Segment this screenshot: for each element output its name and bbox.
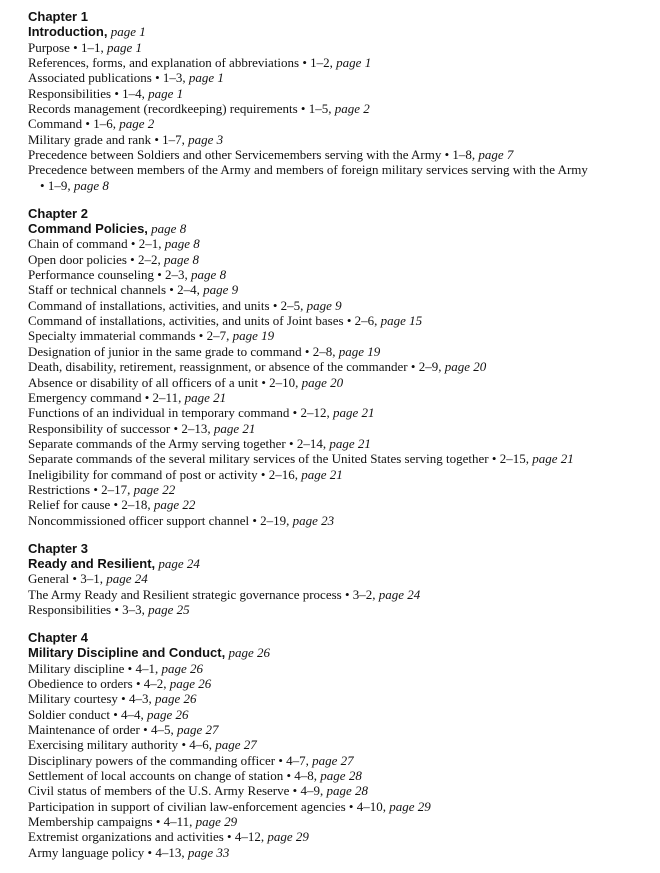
bullet-separator: • <box>348 798 354 814</box>
entry-page: page 29 <box>389 798 431 814</box>
toc-entry[interactable] <box>28 571 595 586</box>
chapter-section <box>28 630 595 860</box>
entry-section: 2–7, <box>206 328 230 344</box>
entry-section: 1–1, <box>80 39 104 55</box>
entry-title[interactable]: Functions of an individual in temporary command <box>28 405 290 421</box>
bullet-separator: • <box>181 737 186 753</box>
entry-title[interactable]: Staff or technical channels <box>28 282 167 298</box>
toc-entry[interactable] <box>28 101 595 116</box>
toc-entry[interactable] <box>28 661 595 676</box>
entry-page: page 8 <box>164 236 200 252</box>
chapter-number: Chapter 4 <box>28 629 88 645</box>
toc-entry[interactable] <box>28 375 595 390</box>
entry-page: page 21 <box>532 451 574 467</box>
entry-title[interactable]: Military courtesy <box>28 691 118 707</box>
bullet-separator: • <box>272 297 278 313</box>
entry-title[interactable]: Purpose <box>28 39 70 55</box>
entry-title[interactable]: Extremist organizations and activities <box>28 829 224 845</box>
bullet-separator: • <box>292 783 298 799</box>
entry-page: page 19 <box>232 328 275 344</box>
entry-section: 4–4, <box>121 706 144 722</box>
toc-entry[interactable] <box>28 482 595 497</box>
entry-title[interactable]: Command of installations, activities, and units of Joint bases <box>28 313 344 329</box>
entry-section: 2–15, <box>499 451 529 467</box>
bullet-separator: • <box>85 116 90 132</box>
toc-entry[interactable] <box>28 405 595 420</box>
entry-page: page 1 <box>148 85 184 101</box>
entry-title[interactable]: Membership campaigns <box>28 813 153 829</box>
entry-section: 1–3, <box>162 70 186 86</box>
toc-entry[interactable] <box>28 116 595 131</box>
toc-entry[interactable] <box>28 359 595 374</box>
entry-section: 4–12, <box>234 829 265 845</box>
entry-section: 2–14, <box>296 435 327 451</box>
entry-section: 2–8, <box>312 343 336 359</box>
chapter-page: page 8 <box>151 221 187 237</box>
entry-section: 4–6, <box>189 737 212 753</box>
toc-entry[interactable] <box>28 390 595 405</box>
entry-section: 4–5, <box>150 721 174 737</box>
entry-section: 4–2, <box>143 675 167 691</box>
bullet-separator: • <box>127 660 133 676</box>
entry-title[interactable]: Civil status of members of the U.S. Army Reserve <box>28 783 290 799</box>
chapter-page: page 24 <box>158 555 200 571</box>
bullet-separator: • <box>113 497 119 513</box>
toc-entry[interactable] <box>28 845 595 860</box>
entry-section: 2–13, <box>181 420 211 436</box>
entry-page: page 24 <box>106 571 148 587</box>
entry-title[interactable]: Disciplinary powers of the commanding officer <box>28 752 276 768</box>
entry-section: 2–12, <box>300 405 330 421</box>
bullet-separator: • <box>261 374 266 390</box>
toc-entry[interactable] <box>28 267 595 282</box>
entry-page: page 7 <box>478 147 514 163</box>
bullet-separator: • <box>155 813 161 829</box>
entry-section: 4–8, <box>294 767 318 783</box>
entry-title[interactable]: Responsibility of successor <box>28 420 171 436</box>
toc-entry[interactable] <box>28 587 595 602</box>
toc-entry[interactable] <box>28 436 595 451</box>
entry-section: 3–2, <box>352 586 376 602</box>
toc-entry[interactable] <box>28 783 595 798</box>
bullet-separator: • <box>157 267 162 283</box>
bullet-separator: • <box>410 359 416 375</box>
entry-page: page 21 <box>213 420 256 436</box>
chapter-number: Chapter 2 <box>28 205 88 221</box>
bullet-separator: • <box>344 586 350 602</box>
entry-title[interactable]: Precedence between Soldiers and other Servicemembers serving with the Army <box>28 147 442 163</box>
chapter-heading[interactable] <box>28 556 595 571</box>
entry-section: 2–10, <box>269 374 299 390</box>
toc-entry[interactable] <box>28 298 595 313</box>
entry-section: 2–1, <box>138 236 162 252</box>
entry-title[interactable]: Death, disability, retirement, reassignment, or absence of the commander <box>28 359 408 375</box>
entry-page: page 21 <box>332 405 375 421</box>
entry-page: page 24 <box>378 586 421 602</box>
entry-page: page 8 <box>163 251 200 267</box>
entry-title[interactable]: Command <box>28 116 83 132</box>
entry-section: 1–2, <box>310 55 333 71</box>
bullet-separator: • <box>154 131 159 147</box>
toc-entry[interactable] <box>28 55 595 70</box>
bullet-separator: • <box>227 829 232 845</box>
entry-title[interactable]: Maintenance of order <box>28 721 140 737</box>
toc-entry[interactable] <box>28 829 595 844</box>
entry-page: page 22 <box>133 481 176 497</box>
entry-title[interactable]: Specialty immaterial commands <box>28 328 196 344</box>
entry-page: page 9 <box>203 282 239 298</box>
entry-page: page 23 <box>292 512 335 528</box>
entry-title[interactable]: References, forms, and explanation of abbreviations <box>28 55 300 71</box>
entry-section: 3–3, <box>122 601 145 617</box>
entry-title[interactable]: Noncommissioned officer support channel <box>28 512 250 528</box>
entry-section: 2–16, <box>268 466 298 482</box>
toc-entry[interactable] <box>28 147 595 162</box>
entry-page: page 27 <box>176 721 219 737</box>
toc-entry[interactable] <box>28 814 595 829</box>
bullet-separator: • <box>444 147 450 163</box>
entry-page: page 26 <box>154 691 197 707</box>
entry-section: 2–6, <box>354 313 378 329</box>
entry-page: page 20 <box>444 359 487 375</box>
entry-section: 1–4, <box>122 85 145 101</box>
entry-section: 1–9, <box>47 177 71 193</box>
entry-title[interactable]: Absence or disability of all officers of a unit <box>28 374 259 390</box>
bullet-separator: • <box>135 675 141 691</box>
bullet-separator: • <box>73 39 78 55</box>
entry-title[interactable]: Records management (recordkeeping) requirements <box>28 101 298 117</box>
entry-title[interactable]: Restrictions <box>28 481 91 497</box>
entry-title[interactable]: Command of installations, activities, and units <box>28 297 270 313</box>
entry-page: page 28 <box>326 783 369 799</box>
entry-page: page 29 <box>267 829 309 845</box>
chapter-heading[interactable] <box>28 645 595 660</box>
entry-page: page 21 <box>329 435 371 451</box>
entry-title[interactable]: Chain of command <box>28 236 128 252</box>
bullet-separator: • <box>130 251 135 267</box>
chapter-title[interactable]: Military Discipline and Conduct, <box>28 645 226 661</box>
entry-page: page 19 <box>338 343 381 359</box>
entry-section: 2–17, <box>101 481 131 497</box>
table-of-contents <box>28 9 595 873</box>
bullet-separator: • <box>289 435 294 451</box>
bullet-separator: • <box>40 177 45 193</box>
bullet-separator: • <box>252 512 257 528</box>
toc-entry[interactable] <box>28 282 595 297</box>
entry-page: page 27 <box>312 752 354 768</box>
entry-page: page 1 <box>188 70 224 86</box>
toc-entry[interactable] <box>28 162 595 193</box>
entry-page: page 28 <box>320 767 362 783</box>
entry-title[interactable]: Responsibilities <box>28 85 112 101</box>
bullet-separator: • <box>169 282 174 298</box>
toc-entry[interactable] <box>28 344 595 359</box>
entry-title[interactable]: Participation in support of civilian law-enforcement agencies <box>28 798 346 814</box>
bullet-separator: • <box>155 70 160 86</box>
bullet-separator: • <box>346 313 352 329</box>
toc-entry[interactable] <box>28 737 595 752</box>
entry-page: page 1 <box>336 55 372 71</box>
entry-title[interactable]: Military discipline <box>28 660 125 676</box>
entry-title[interactable]: Exercising military authority <box>28 737 179 753</box>
entry-title[interactable]: The Army Ready and Resilient strategic governance process <box>28 586 342 602</box>
entry-title[interactable]: Open door policies <box>28 251 127 267</box>
bullet-separator: • <box>143 721 148 737</box>
toc-entry[interactable] <box>28 451 595 466</box>
toc-entry[interactable] <box>28 691 595 706</box>
entry-title[interactable]: Responsibilities <box>28 601 112 617</box>
chapter-section <box>28 206 595 528</box>
entry-section: 2–11, <box>152 389 182 405</box>
entry-section: 1–8, <box>452 147 476 163</box>
entry-page: page 3 <box>188 131 224 147</box>
entry-section: 3–1, <box>80 571 103 587</box>
entry-title[interactable]: Army language policy <box>28 844 145 860</box>
toc-entry[interactable] <box>28 467 595 482</box>
chapter-section <box>28 9 595 193</box>
chapter-heading[interactable] <box>28 24 595 39</box>
entry-title[interactable]: Separate commands of the Army serving together <box>28 435 286 451</box>
bullet-separator: • <box>121 691 126 707</box>
chapter-title[interactable]: Command Policies, <box>28 221 148 237</box>
toc-entry[interactable] <box>28 707 595 722</box>
bullet-separator: • <box>304 343 310 359</box>
bullet-separator: • <box>198 328 204 344</box>
chapter-title[interactable]: Introduction, <box>28 24 108 40</box>
toc-entry[interactable] <box>28 70 595 85</box>
bullet-separator: • <box>491 451 497 467</box>
entry-section: 2–9, <box>418 359 442 375</box>
toc-entry[interactable] <box>28 513 595 528</box>
entry-title[interactable]: Associated publications <box>28 70 152 86</box>
entry-page: page 26 <box>161 660 203 676</box>
bullet-separator: • <box>302 55 307 71</box>
entry-section: 4–13, <box>155 844 185 860</box>
entry-page: page 27 <box>215 737 257 753</box>
entry-title[interactable]: Settlement of local accounts on change of station <box>28 767 284 783</box>
entry-page: page 2 <box>334 101 370 117</box>
toc-entry[interactable] <box>28 602 595 617</box>
entry-section: 4–1, <box>135 660 159 676</box>
chapter-page: page 26 <box>228 645 270 661</box>
entry-page: page 15 <box>380 313 423 329</box>
toc-entry[interactable] <box>28 421 595 436</box>
bullet-separator: • <box>114 601 119 617</box>
entry-page: page 20 <box>301 374 344 390</box>
entry-section: 1–5, <box>308 101 332 117</box>
entry-section: 2–4, <box>177 282 200 298</box>
entry-page: page 29 <box>195 813 238 829</box>
entry-title[interactable]: Separate commands of the several military services of the United States serving together <box>28 451 489 467</box>
entry-title[interactable]: Obedience to orders <box>28 675 133 691</box>
entry-section: 4–11, <box>163 813 193 829</box>
entry-title[interactable]: Emergency command <box>28 389 142 405</box>
toc-entry[interactable] <box>28 86 595 101</box>
entry-page: page 21 <box>301 466 343 482</box>
bullet-separator: • <box>260 466 266 482</box>
toc-entry[interactable] <box>28 753 595 768</box>
entry-section: 2–18, <box>121 497 151 513</box>
entry-title[interactable]: Designation of junior in the same grade to command <box>28 343 302 359</box>
chapter-title[interactable]: Ready and Resilient, <box>28 555 156 571</box>
bullet-separator: • <box>113 706 118 722</box>
entry-section: 4–9, <box>300 783 324 799</box>
entry-page: page 25 <box>148 601 190 617</box>
chapter-section <box>28 541 595 618</box>
entry-section: 2–2, <box>137 251 161 267</box>
entry-page: page 21 <box>184 389 227 405</box>
entry-title[interactable]: Military grade and rank <box>28 131 152 147</box>
toc-entry[interactable] <box>28 40 595 55</box>
bullet-separator: • <box>292 405 298 421</box>
chapter-page: page 1 <box>110 24 146 40</box>
chapter-number: Chapter 3 <box>28 540 88 556</box>
entry-page: page 8 <box>73 177 109 193</box>
toc-entry[interactable] <box>28 236 595 251</box>
toc-entry[interactable] <box>28 132 595 147</box>
toc-entry[interactable] <box>28 799 595 814</box>
toc-entry[interactable] <box>28 497 595 512</box>
entry-title[interactable]: Precedence between members of the Army and members of foreign military services serving with the Army <box>28 162 588 178</box>
toc-entry[interactable] <box>28 313 595 328</box>
bullet-separator: • <box>130 236 136 252</box>
entry-page: page 22 <box>153 497 196 513</box>
entry-section: 1–6, <box>93 116 116 132</box>
entry-page: page 8 <box>191 267 227 283</box>
bullet-separator: • <box>144 389 150 405</box>
toc-entry[interactable] <box>28 252 595 267</box>
bullet-separator: • <box>147 844 153 860</box>
entry-section: 4–7, <box>286 752 309 768</box>
entry-title[interactable]: Ineligibility for command of post or activity <box>28 466 258 482</box>
toc-entry[interactable] <box>28 676 595 691</box>
entry-page: page 26 <box>169 675 212 691</box>
entry-page: page 2 <box>119 116 155 132</box>
toc-entry[interactable] <box>28 768 595 783</box>
toc-entry[interactable] <box>28 722 595 737</box>
entry-title[interactable]: General <box>28 571 70 587</box>
entry-section: 4–10, <box>356 798 386 814</box>
bullet-separator: • <box>278 752 283 768</box>
entry-section: 1–7, <box>162 131 185 147</box>
toc-entry[interactable] <box>28 328 595 343</box>
entry-section: 2–19, <box>260 512 290 528</box>
entry-section: 2–5, <box>280 297 304 313</box>
entry-title[interactable]: Relief for cause <box>28 497 111 513</box>
bullet-separator: • <box>300 101 306 117</box>
entry-page: page 33 <box>187 844 230 860</box>
bullet-separator: • <box>173 420 179 436</box>
bullet-separator: • <box>72 571 77 587</box>
bullet-separator: • <box>286 767 292 783</box>
entry-page: page 26 <box>147 706 189 722</box>
entry-title[interactable]: Soldier conduct <box>28 706 110 722</box>
entry-section: 4–3, <box>128 691 152 707</box>
bullet-separator: • <box>93 481 98 497</box>
bullet-separator: • <box>114 85 119 101</box>
entry-section: 2–3, <box>165 267 188 283</box>
entry-title[interactable]: Performance counseling <box>28 267 154 283</box>
chapter-heading[interactable] <box>28 221 595 236</box>
entry-page: page 9 <box>306 297 342 313</box>
entry-page: page 1 <box>106 39 142 55</box>
chapter-number: Chapter 1 <box>28 9 88 24</box>
